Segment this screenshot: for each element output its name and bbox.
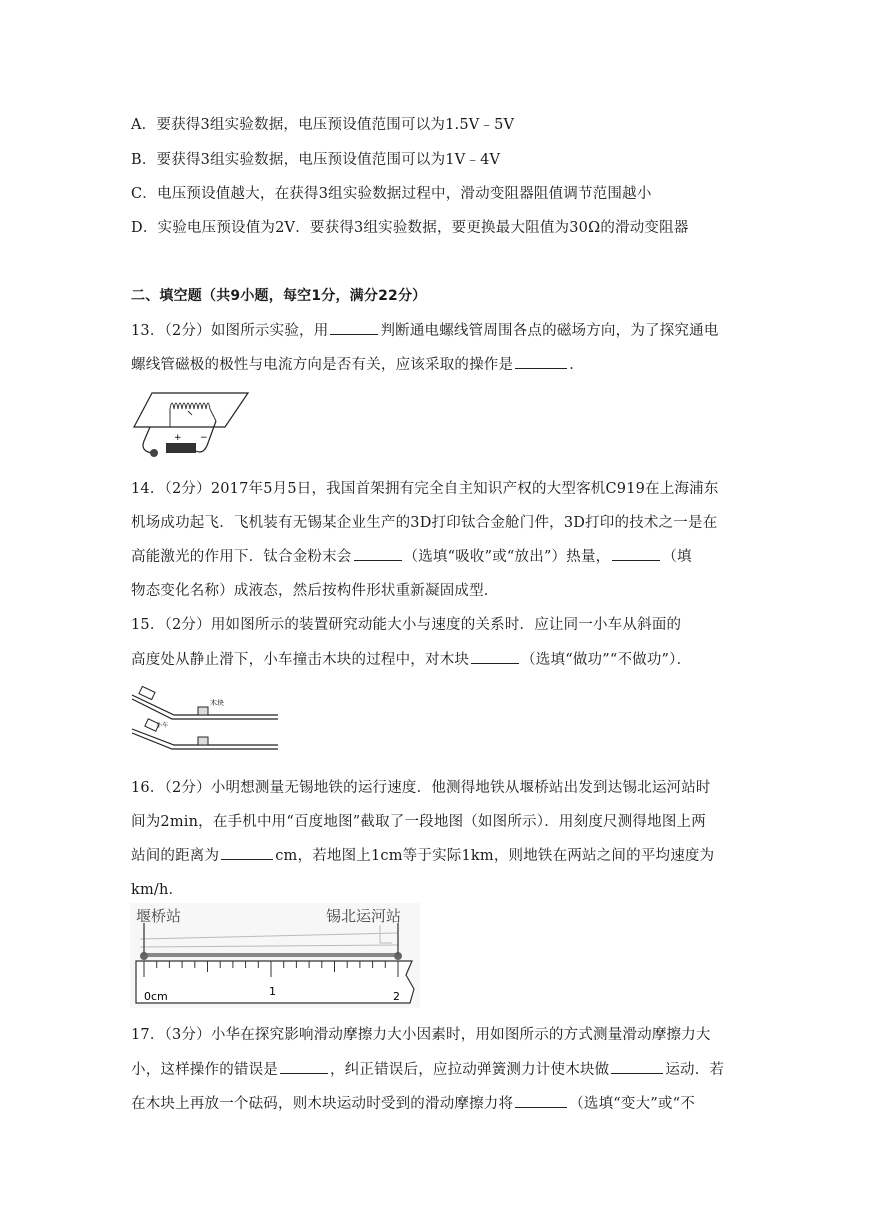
q13-line-2 bbox=[131, 353, 584, 374]
q17-line-3 bbox=[131, 1092, 695, 1113]
station-left-label: 堰桥站 bbox=[136, 907, 182, 925]
option-c: C．电压预设值越大，在获得3组实验数据过程中，滑动变阻器阻值调节范围越小 bbox=[131, 186, 652, 202]
answer-blank[interactable] bbox=[221, 845, 273, 860]
q16-line-4: km/h． bbox=[131, 882, 184, 898]
q14-line-2: 机场成功起飞．飞机装有无锡某企业生产的3D打印钛合金舱门件，3D打印的技术之一是在 bbox=[131, 515, 718, 531]
q17-text: 运动．若 bbox=[665, 1062, 725, 1078]
answer-blank[interactable] bbox=[330, 320, 378, 335]
q14-text: （选填“吸收”或“放出”）热量， bbox=[403, 549, 611, 565]
answer-blank[interactable] bbox=[280, 1059, 328, 1074]
answer-blank[interactable] bbox=[612, 546, 660, 561]
q17-line-2 bbox=[131, 1058, 724, 1079]
answer-blank[interactable] bbox=[471, 649, 519, 664]
q13-line-1 bbox=[131, 319, 719, 340]
q16-text: 站间的距离为 bbox=[131, 848, 220, 864]
section-heading: 二、填空题（共9小题，每空1分，满分22分） bbox=[131, 288, 427, 304]
q15-line-2 bbox=[131, 648, 691, 669]
q14-text: 高能激光的作用下．钛合金粉末会 bbox=[131, 549, 352, 565]
q16-line-1: 16．（2分）小明想测量无锡地铁的运行速度．他测得地铁从堰桥站出发到达锡北运河站时 bbox=[131, 780, 711, 796]
tick-2-label: 2 bbox=[393, 990, 400, 1003]
q13-text: 13．（2分）如图所示实验，用 bbox=[131, 323, 329, 339]
q15-text: 高度处从静止滑下，小车撞击木块的过程中，对木块 bbox=[131, 652, 470, 668]
q16-line-2: 间为2min，在手机中用“百度地图”截取了一段地图（如图所示）．用刻度尺测得地图上两 bbox=[131, 814, 706, 830]
q14-line-3 bbox=[131, 545, 692, 566]
q15-text: （选填“做功”“不做功”）． bbox=[521, 652, 692, 668]
incline-figure bbox=[130, 683, 280, 753]
q14-line-1: 14．（2分）2017年5月5日，我国首架拥有完全自主知识产权的大型客机C919在上海浦东 bbox=[131, 481, 719, 497]
answer-blank[interactable] bbox=[354, 546, 402, 561]
answer-blank[interactable] bbox=[515, 1093, 567, 1108]
q17-text: （选填“变大”或“不 bbox=[569, 1096, 695, 1112]
q13-text: 判断通电螺线管周围各点的磁场方向，为了探究通电 bbox=[380, 323, 719, 339]
tick-1-label: 1 bbox=[269, 985, 276, 998]
q15-line-1: 15．（2分）用如图所示的装置研究动能大小与速度的关系时．应让同一小车从斜面的 bbox=[131, 617, 682, 633]
tick-0-label: 0cm bbox=[144, 990, 168, 1003]
answer-blank[interactable] bbox=[611, 1059, 663, 1074]
q16-text: cm，若地图上1cm等于实际1km，则地铁在两站之间的平均速度为 bbox=[275, 848, 715, 864]
option-a: A．要获得3组实验数据，电压预设值范围可以为1.5V﹣5V bbox=[131, 117, 515, 133]
answer-blank[interactable] bbox=[515, 354, 567, 369]
q13-text: ． bbox=[569, 357, 584, 373]
q13-text: 螺线管磁极的极性与电流方向是否有关，应该采取的操作是 bbox=[131, 357, 514, 373]
q17-line-1: 17．（3分）小华在探究影响滑动摩擦力大小因素时，用如图所示的方式测量滑动摩擦力大 bbox=[131, 1027, 711, 1043]
option-d: D．实验电压预设值为2V．要获得3组实验数据，要更换最大阻值为30Ω的滑动变阻器 bbox=[131, 220, 689, 236]
q16-line-3 bbox=[131, 844, 714, 865]
svg-text:+: + bbox=[174, 433, 182, 443]
svg-text:−: − bbox=[200, 433, 208, 443]
station-right-label: 锡北运河站 bbox=[326, 907, 402, 925]
block-label: 木块 bbox=[210, 699, 224, 707]
car-label: 小车 bbox=[156, 722, 169, 729]
q14-line-4: 物态变化名称）成液态，然后按构件形状重新凝固成型． bbox=[131, 583, 499, 599]
option-b: B．要获得3组实验数据，电压预设值范围可以为1V﹣4V bbox=[131, 152, 501, 168]
solenoid-figure bbox=[130, 385, 250, 465]
q17-text: 在木块上再放一个砝码，则木块运动时受到的滑动摩擦力将 bbox=[131, 1096, 514, 1112]
q14-text: （填 bbox=[662, 549, 692, 565]
q17-text: 小，这样操作的错误是 bbox=[131, 1062, 278, 1078]
map-ruler-figure bbox=[130, 903, 420, 1008]
q17-text: ，纠正错误后，应拉动弹簧测力计使木块做 bbox=[330, 1062, 610, 1078]
